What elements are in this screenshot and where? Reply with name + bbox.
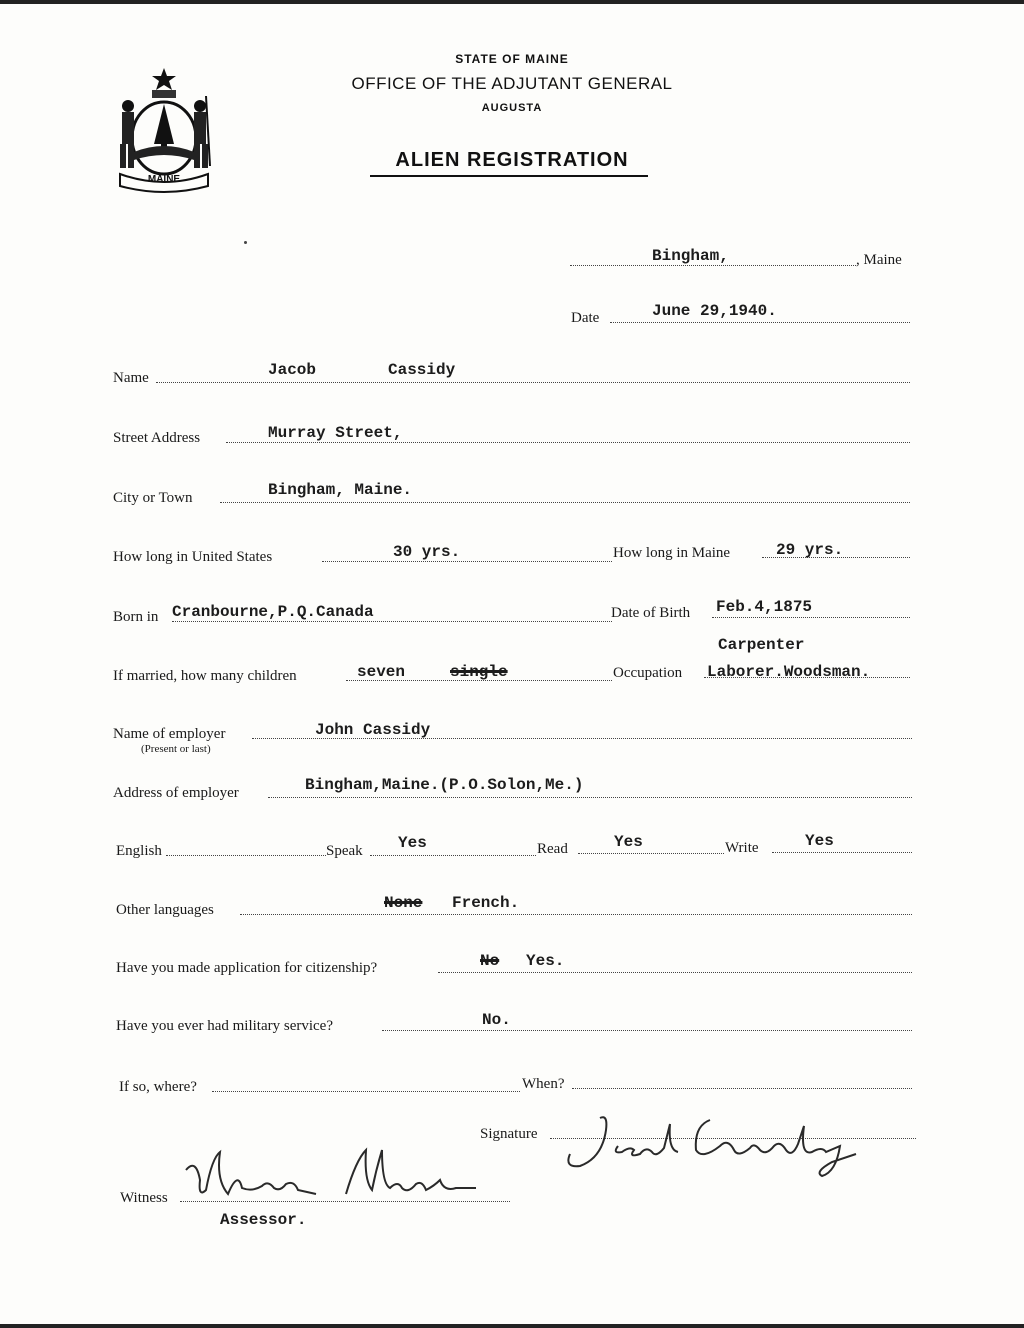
name-label: Name: [113, 370, 149, 386]
employer-label: Name of employer: [113, 726, 226, 742]
military-label: Have you ever had military service?: [116, 1018, 333, 1034]
where-line: [212, 1091, 520, 1092]
header-office: OFFICE OF THE ADJUTANT GENERAL: [351, 74, 673, 93]
street-label: Street Address: [113, 430, 201, 446]
citizenship-struck-value: No: [480, 952, 500, 970]
dob-label: Date of Birth: [611, 605, 691, 621]
military-line: [382, 1030, 912, 1031]
speak-value: Yes: [398, 834, 427, 852]
military-value: No.: [482, 1011, 511, 1029]
scan-speck: [244, 241, 247, 244]
occupation-value: Laborer.Woodsman.: [707, 663, 871, 681]
witness-signature: [176, 1140, 486, 1210]
other-languages-label: Other languages: [116, 902, 214, 918]
read-value: Yes: [614, 833, 643, 851]
speak-label: Speak: [326, 843, 363, 859]
place-value: Bingham,: [652, 247, 729, 265]
citizenship-label: Have you made application for citizenship?: [116, 960, 378, 976]
date-value: June 29,1940.: [652, 302, 777, 320]
years-maine-label: How long in Maine: [613, 545, 731, 561]
when-label: When?: [522, 1076, 565, 1092]
title-underline: [370, 175, 648, 177]
born-label: Born in: [113, 609, 159, 625]
other-languages-struck-value: None: [384, 894, 423, 912]
write-label: Write: [725, 840, 759, 856]
scan-bottom-border: [0, 1324, 1024, 1328]
name-line: [156, 382, 910, 383]
street-line: [226, 442, 910, 443]
header-city: AUGUSTA: [481, 102, 543, 114]
write-value: Yes: [805, 832, 834, 850]
years-us-line: [322, 561, 612, 562]
occupation-label: Occupation: [613, 665, 683, 681]
place-suffix-label: , Maine: [856, 252, 902, 268]
read-label: Read: [537, 841, 568, 857]
applicant-signature: [560, 1106, 870, 1186]
born-line: [172, 621, 612, 622]
read-line: [578, 853, 724, 854]
name-last-value: Cassidy: [388, 361, 456, 379]
witness-label: Witness: [120, 1190, 168, 1206]
date-label: Date: [571, 310, 600, 326]
seal-banner-text: MAINE: [147, 174, 181, 185]
date-line: [610, 322, 910, 323]
english-line: [166, 855, 326, 856]
when-line: [572, 1088, 912, 1089]
form-title: ALIEN REGISTRATION: [395, 149, 629, 171]
citizenship-value: Yes.: [526, 952, 565, 970]
other-languages-line: [240, 914, 912, 915]
children-label: If married, how many children: [113, 668, 297, 684]
write-line: [772, 852, 912, 853]
where-label: If so, where?: [119, 1079, 197, 1095]
occupation-value-top: Carpenter: [718, 636, 805, 654]
scan-top-border: [0, 0, 1024, 4]
employer-address-label: Address of employer: [113, 785, 239, 801]
employer-sublabel: (Present or last): [141, 743, 211, 755]
years-us-value: 30 yrs.: [393, 543, 461, 561]
dob-value: Feb.4,1875: [716, 598, 813, 616]
employer-value: John Cassidy: [315, 721, 431, 739]
header-state: STATE OF MAINE: [455, 52, 569, 66]
born-value: Cranbourne,P.Q.Canada: [172, 603, 374, 621]
years-maine-value: 29 yrs.: [776, 541, 844, 559]
children-value: seven: [357, 663, 406, 681]
witness-title: Assessor.: [220, 1211, 307, 1229]
other-languages-value: French.: [452, 894, 520, 912]
name-first-value: Jacob: [268, 361, 317, 379]
citizenship-line: [438, 972, 912, 973]
city-town-label: City or Town: [113, 490, 193, 506]
employer-address-value: Bingham,Maine.(P.O.Solon,Me.): [305, 776, 584, 794]
years-us-label: How long in United States: [113, 549, 273, 565]
employer-address-line: [268, 797, 912, 798]
city-town-line: [220, 502, 910, 503]
english-label: English: [116, 843, 162, 859]
city-town-value: Bingham, Maine.: [268, 481, 413, 499]
place-line: [570, 265, 856, 266]
street-value: Murray Street,: [268, 424, 403, 442]
signature-label: Signature: [480, 1126, 538, 1142]
children-struck-value: single: [450, 663, 508, 681]
speak-line: [370, 855, 536, 856]
dob-line: [712, 617, 910, 618]
